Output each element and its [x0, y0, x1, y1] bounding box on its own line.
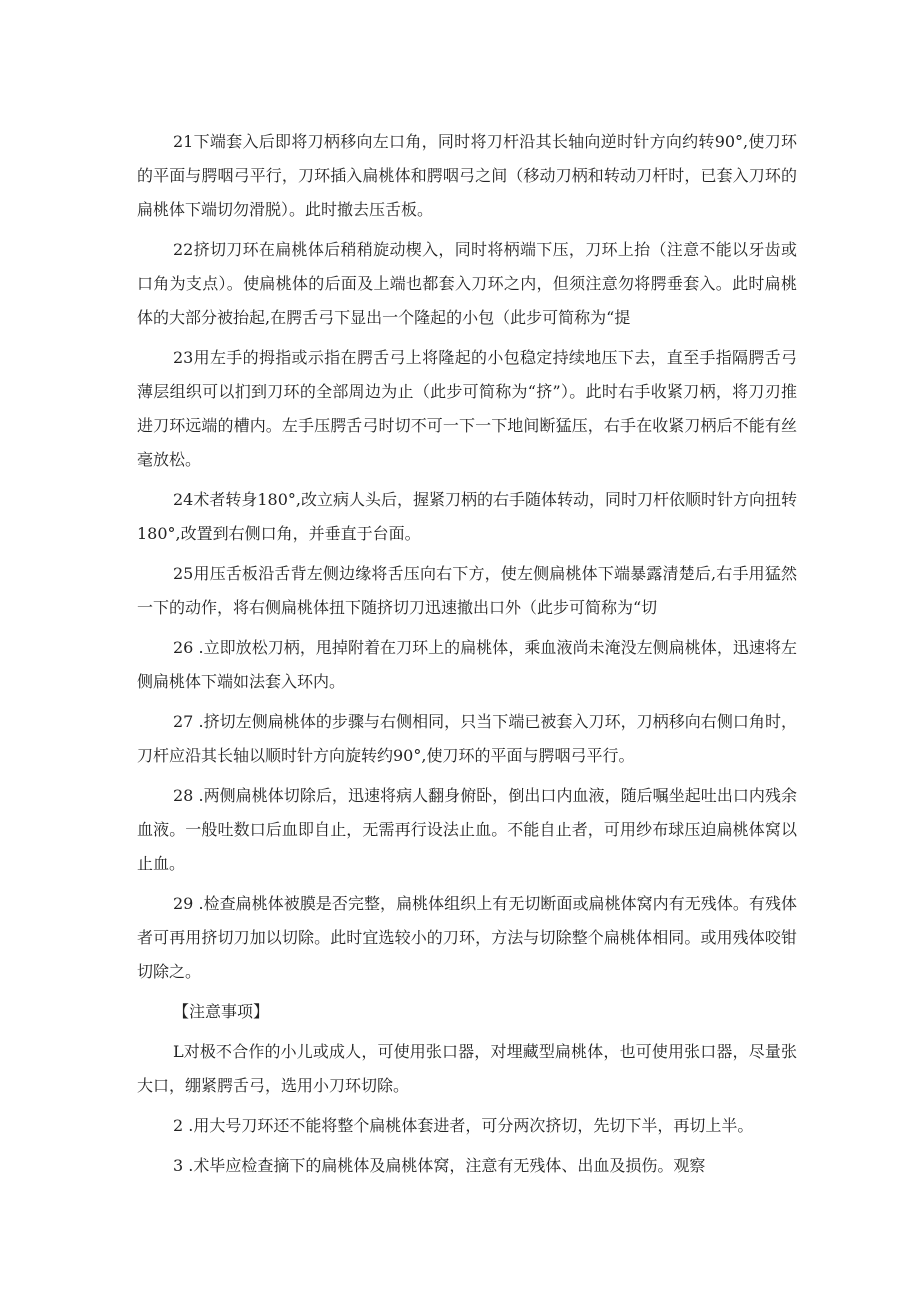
- paragraph-step-22: 22挤切刀环在扁桃体后稍稍旋动楔入，同时将柄端下压，刀环上抬（注意不能以牙齿或口角为支点）。使扁桃体的后面及上端也都套入刀环之内，但须注意勿将腭垂套入。此时扁桃体的大部分被抬起,在腭舌弓下显出一个隆起的小包（此步可简称为“提: [137, 240, 797, 327]
- notes-heading: 【注意事项】: [173, 1002, 270, 1021]
- paragraph-step-25: 25用压舌板沿舌背左侧边缘将舌压向右下方，使左侧扁桃体下端暴露清楚后,右手用猛然一下的动作，将右侧扁桃体扭下随挤切刀迅速撤出口外（此步可简称为“切: [137, 564, 797, 617]
- paragraph-step-28: 28 .两侧扁桃体切除后，迅速将病人翻身俯卧，倒出口内血液，随后嘱坐起吐出口内残余血液。一般吐数口后血即自止，无需再行设法止血。不能自止者，可用纱布球压迫扁桃体窝以止血。: [137, 786, 797, 873]
- paragraph-step-27: 27 .挤切左侧扁桃体的步骤与右侧相同，只当下端已被套入刀环，刀柄移向右侧口角时，刀杆应沿其长轴以顺时针方向旋转约90°,使刀环的平面与腭咽弓平行。: [137, 712, 797, 765]
- note-item-3: 3 .术毕应检查摘下的扁桃体及扁桃体窝，注意有无残体、出血及损伤。观察: [173, 1156, 706, 1175]
- note-item-1: L对极不合作的小儿或成人，可使用张口器，对埋藏型扁桃体，也可使用张口器，尽量张大口，绷紧腭舌弓，选用小刀环切除。: [137, 1042, 797, 1095]
- paragraph-step-24: 24术者转身180°,改立病人头后，握紧刀柄的右手随体转动，同时刀杆依顺时针方向扭转180°,改置到右侧口角，并垂直于台面。: [137, 490, 797, 543]
- paragraph-step-29: 29 .检查扁桃体被膜是否完整，扁桃体组织上有无切断面或扁桃体窝内有无残体。有残体者可再用挤切刀加以切除。此时宜选较小的刀环，方法与切除整个扁桃体相同。或用残体咬钳切除之。: [137, 894, 797, 981]
- paragraph-step-21: 21下端套入后即将刀柄移向左口角，同时将刀杆沿其长轴向逆时针方向约转90°,使刀环的平面与腭咽弓平行，刀环插入扁桃体和腭咽弓之间（移动刀柄和转动刀杆时，已套入刀环的扁桃体下端切勿滑脱）。此时撤去压舌板。: [137, 132, 797, 219]
- document-body: [137, 125, 797, 1189]
- note-item-2: 2 .用大号刀环还不能将整个扁桃体套进者，可分两次挤切，先切下半，再切上半。: [173, 1116, 754, 1135]
- paragraph-step-26: 26 .立即放松刀柄，甩掉附着在刀环上的扁桃体，乘血液尚未淹没左侧扁桃体，迅速将左侧扁桃体下端如法套入环内。: [137, 638, 797, 691]
- paragraph-step-23: 23用左手的拇指或示指在腭舌弓上将隆起的小包稳定持续地压下去，直至手指隔腭舌弓薄层组织可以扪到刀环的全部周边为止（此步可简称为“挤”）。此时右手收紧刀柄，将刀刃推进刀环远端的槽内。左手压腭舌弓时切不可一下一下地间断猛压，右手在收紧刀柄后不能有丝毫放松。: [137, 348, 797, 469]
